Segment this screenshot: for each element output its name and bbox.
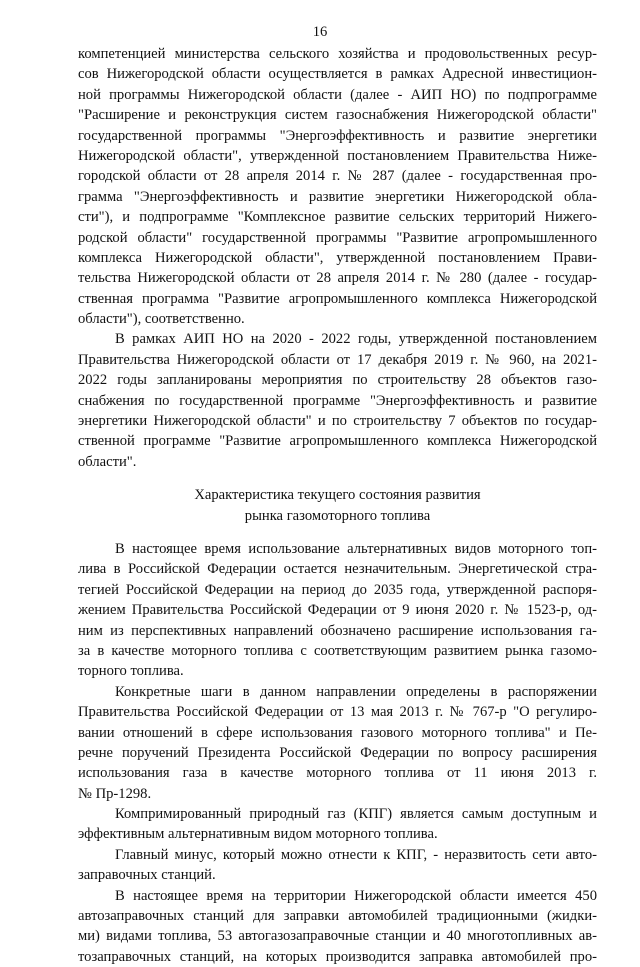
paragraph	[78, 539, 597, 682]
text-line: области".	[78, 453, 137, 470]
text-line: ми) видами топлива, 53 автогазозаправочные станции и 40 многотопливных ав-	[78, 928, 597, 945]
text-line: автозаправочных станций для заправки автомобилей традиционными (жидки-	[78, 908, 597, 925]
heading-line: рынка газомоторного топлива	[244, 507, 431, 524]
text-line: речне поручений Президента Российской Федерации по вопросу расширения	[78, 744, 597, 761]
text-line: № Пр-1298.	[78, 785, 152, 802]
text-line: ной программы Нижегородской области (далее - АИП НО) по подпрограмме	[78, 86, 597, 103]
text-line: сти"), и подпрограмме "Комплексное развитие сельских территорий Нижего-	[78, 209, 597, 226]
text-line: родской области" государственной программы "Развитие агропромышленного	[78, 229, 597, 246]
text-line: комплекса Нижегородской области", утвержденной постановлением Прави-	[78, 249, 597, 266]
page-number: 16	[312, 24, 328, 40]
text-line: заправочных станций.	[78, 867, 216, 884]
text-line: Правительства Российской Федерации от 13 мая 2013 г. № 767-р "О регулиро-	[78, 704, 597, 721]
text-line: торного топлива.	[78, 663, 184, 680]
text-line: Главный минус, который можно отнести к КПГ, - неразвитость сети авто-	[115, 846, 597, 863]
text-line: сов Нижегородской области осуществляется в рамках Адресной инвестицион-	[78, 66, 597, 83]
text-line: Компримированный природный газ (КПГ) является самым доступным и	[115, 806, 597, 823]
paragraph	[78, 44, 597, 329]
text-line: государственной программы "Энергоэффективность и развитие энергетики	[78, 127, 597, 144]
text-line: ственной программе "Развитие агропромышленного комплекса Нижегородской	[78, 433, 597, 450]
text-line: тельства Нижегородской области от 28 апреля 2014 г. № 280 (далее - государ-	[78, 270, 597, 287]
text-line: энергетики Нижегородской области" и по строительству 7 объектов по государ-	[78, 413, 597, 430]
heading-line: Характеристика текущего состояния развития	[194, 487, 481, 504]
text-line: снабжения по государственной программе "Энергоэффективность и развитие	[78, 392, 597, 409]
paragraph	[78, 804, 597, 845]
text-line: городской области от 28 апреля 2014 г. № 287 (далее - государственная про-	[78, 168, 597, 185]
text-line: тегией Российской Федерации на период до 2035 года, утвержденной распоря-	[78, 581, 597, 598]
text-line: грамма "Энергоэффективность и развитие энергетики Нижегородской обла-	[78, 188, 597, 205]
text-line: Правительства Нижегородской области от 17 декабря 2019 г. № 960, на 2021-	[78, 351, 597, 368]
text-line: В настоящее время использование альтернативных видов моторного топ-	[115, 540, 597, 557]
text-line: тозаправочных станций, на которых производится заправка автомобилей про-	[78, 948, 597, 965]
text-line: Конкретные шаги в данном направлении определены в распоряжении	[115, 683, 597, 700]
text-line: за в качестве моторного топлива с соответствующим развитием рынка газомо-	[78, 642, 597, 659]
paragraph	[78, 845, 597, 886]
text-line: 2022 годы запланированы мероприятия по строительству 28 объектов газо-	[78, 372, 597, 389]
text-line: вании отношений в сфере использования газового моторного топлива" и Пе-	[78, 724, 597, 741]
section-heading	[78, 485, 597, 526]
paragraph	[78, 682, 597, 804]
text-line: ственная программа "Развитие агропромышленного комплекса Нижегородской	[78, 290, 597, 307]
text-line: компетенцией министерства сельского хозяйства и продовольственных ресур-	[78, 46, 597, 62]
text-line: области"), соответственно.	[78, 311, 245, 328]
text-line: "Расширение и реконструкция систем газоснабжения Нижегородской области"	[78, 107, 597, 124]
text-line: лива в Российской Федерации остается незначительным. Энергетической стра-	[78, 561, 597, 578]
text-line: ним из перспективных направлений обозначено расширение использования га-	[78, 622, 597, 639]
text-line: Нижегородской области", утвержденной постановлением Правительства Ниже-	[78, 147, 597, 164]
text-line: В настоящее время на территории Нижегородской области имеется 450	[115, 887, 597, 904]
document-body	[78, 44, 597, 967]
text-line: жением Правительства Российской Федерации от 9 июня 2020 г. № 1523-р, од-	[78, 602, 597, 619]
text-line: В рамках АИП НО на 2020 - 2022 годы, утвержденной постановлением	[115, 331, 597, 348]
text-line: эффективным альтернативным видом моторного топлива.	[78, 826, 438, 843]
paragraph	[78, 329, 597, 472]
paragraph	[78, 886, 597, 967]
text-line: использования газа в качестве моторного топлива от 11 июня 2013 г.	[78, 765, 597, 782]
